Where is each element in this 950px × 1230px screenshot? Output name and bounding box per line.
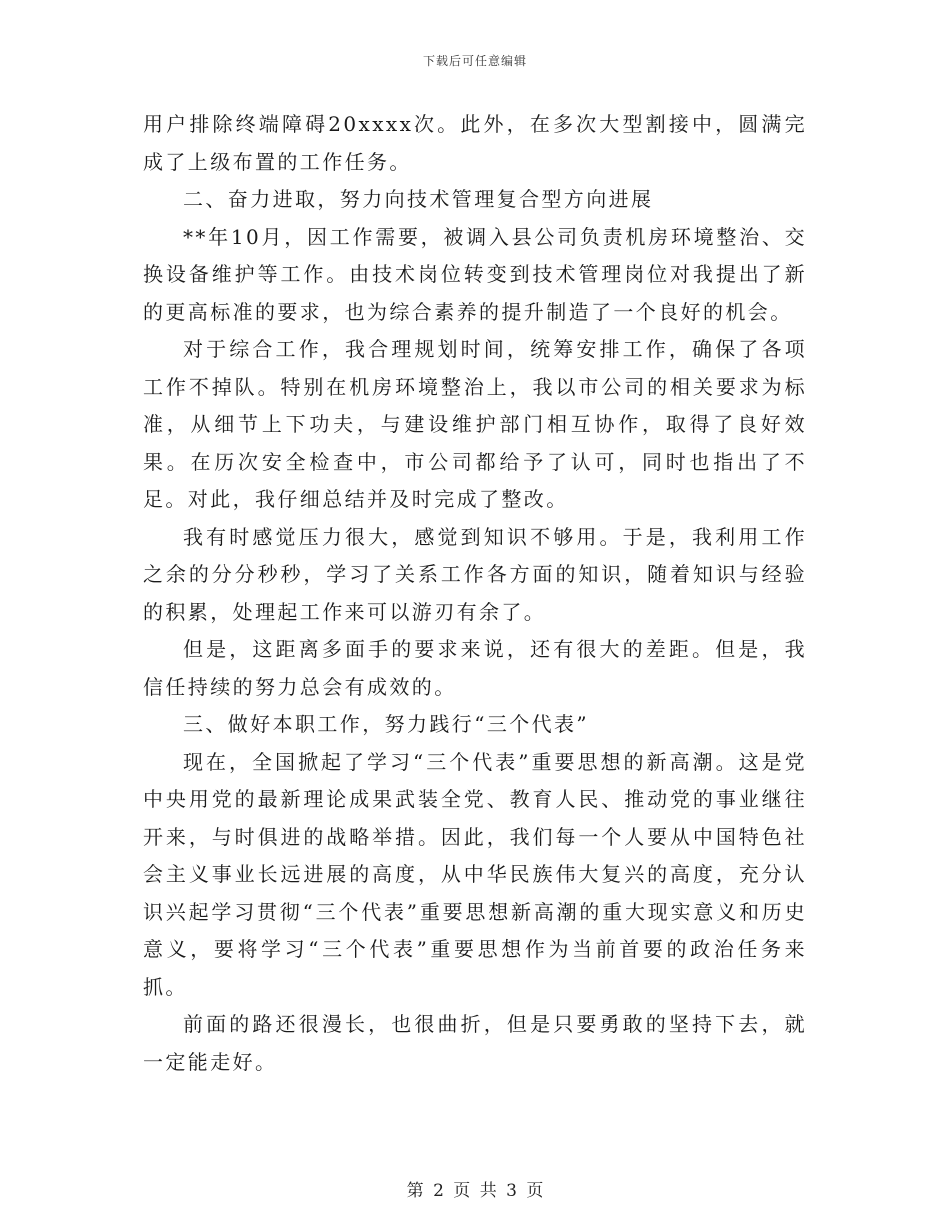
paragraph: 现在，全国掀起了学习“三个代表”重要思想的新高潮。这是党中央用党的最新理论成果武装全党、教育人民、推动党的事业继往开来，与时俱进的战略举措。因此，我们每一个人要从中国特色社会主义事业长远进展的高度，从中华民族伟大复兴的高度，充分认识兴起学习贯彻“三个代表”重要思想新高潮的重大现实意义和历史意义，要将学习“三个代表”重要思想作为当前首要的政治任务来抓。: [143, 749, 807, 999]
paragraph: 对于综合工作，我合理规划时间，统筹安排工作，确保了各项工作不掉队。特别在机房环境整治上，我以市公司的相关要求为标准，从细节上下功夫，与建设维护部门相互协作，取得了良好效果。在历次安全检查中，市公司都给予了认可，同时也指出了不足。对此，我仔细总结并及时完成了整改。: [143, 337, 807, 511]
paragraph: 我有时感觉压力很大，感觉到知识不够用。于是，我利用工作之余的分分秒秒，学习了关系工作各方面的知识，随着知识与经验的积累，处理起工作来可以游刃有余了。: [143, 524, 807, 624]
paragraph-continuation: 用户排除终端障碍20xxxx次。此外，在多次大型割接中，圆满完成了上级布置的工作任务。: [143, 112, 807, 174]
page-header: 下载后可任意编辑: [422, 54, 527, 68]
paragraph: 但是，这距离多面手的要求来说，还有很大的差距。但是，我信任持续的努力总会有成效的。: [143, 637, 807, 699]
page-number-footer: 第 2 页 共 3 页: [406, 1181, 544, 1201]
paragraph: **年10月，因工作需要，被调入县公司负责机房环境整治、交换设备维护等工作。由技术岗位转变到技术管理岗位对我提出了新的更高标准的要求，也为综合素养的提升制造了一个良好的机会。: [143, 224, 807, 324]
section-heading-2: 二、奋力进取，努力向技术管理复合型方向进展: [183, 187, 654, 211]
section-heading-3: 三、做好本职工作，努力践行“三个代表”: [183, 712, 590, 736]
paragraph: 前面的路还很漫长，也很曲折，但是只要勇敢的坚持下去，就一定能走好。: [143, 1012, 807, 1074]
document-body: [143, 106, 807, 1081]
